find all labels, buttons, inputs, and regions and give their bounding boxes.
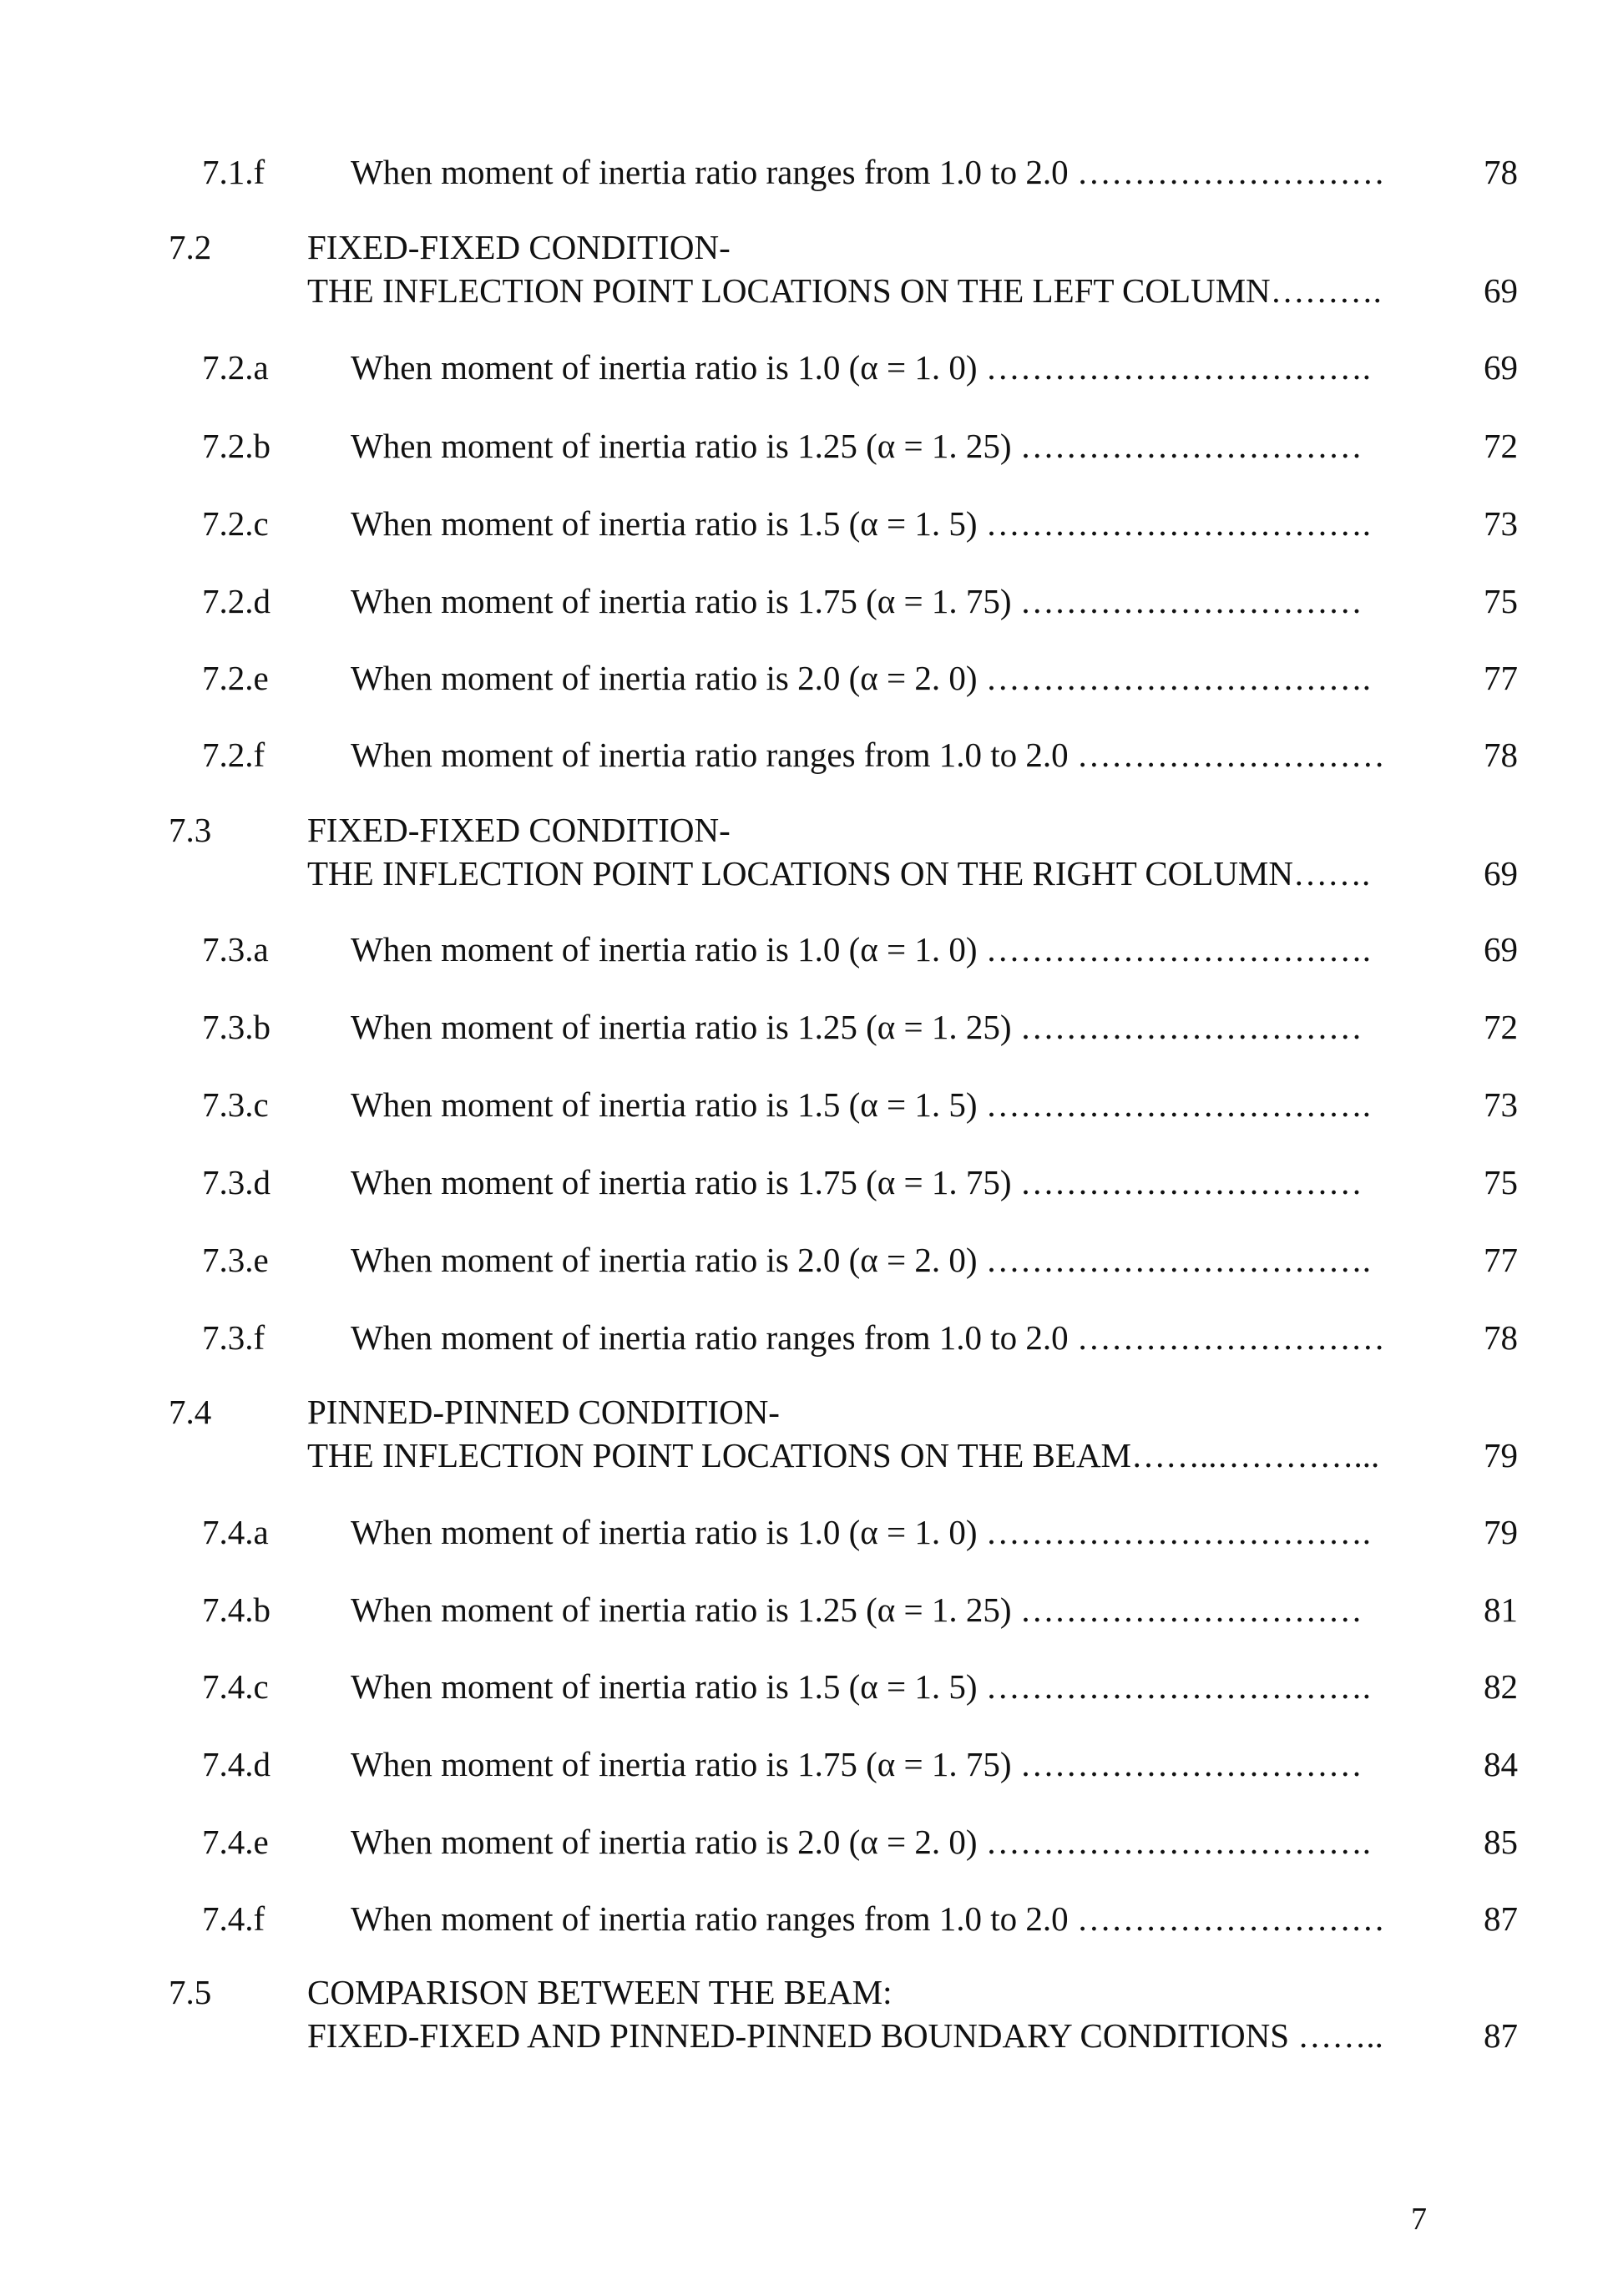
entry-title: When moment of inertia ratio is 1.25 (α = 1. 25) ………………………… bbox=[351, 1591, 1363, 1629]
entry-page-number: 77 bbox=[1484, 1241, 1518, 1279]
entry-page-number: 84 bbox=[1484, 1745, 1518, 1783]
entry-number: 7.4.f bbox=[202, 1899, 265, 1938]
section-title-line2: FIXED-FIXED AND PINNED-PINNED BOUNDARY CONDITIONS …….. bbox=[307, 2016, 1383, 2055]
entry-page-number: 78 bbox=[1484, 1318, 1518, 1357]
entry-title: When moment of inertia ratio is 1.5 (α = 1. 5) ……………………………. bbox=[351, 504, 1372, 543]
section-number: 7.4 bbox=[169, 1393, 212, 1431]
entry-title: When moment of inertia ratio is 2.0 (α = 2. 0) ……………………………. bbox=[351, 1823, 1372, 1861]
entry-title: When moment of inertia ratio ranges from 1.0 to 2.0 ……………………… bbox=[351, 1899, 1385, 1938]
entry-page-number: 75 bbox=[1484, 1163, 1518, 1201]
section-number: 7.5 bbox=[169, 1973, 212, 2011]
entry-title: When moment of inertia ratio is 1.0 (α = 1. 0) ……………………………. bbox=[351, 1513, 1372, 1551]
entry-title: When moment of inertia ratio is 1.75 (α = 1. 75) ………………………… bbox=[351, 582, 1363, 620]
entry-page-number: 69 bbox=[1484, 271, 1518, 310]
entry-number: 7.2.d bbox=[202, 582, 271, 620]
entry-page-number: 69 bbox=[1484, 930, 1518, 968]
entry-number: 7.4.b bbox=[202, 1591, 271, 1629]
entry-title: When moment of inertia ratio ranges from 1.0 to 2.0 ……………………… bbox=[351, 153, 1385, 191]
page-footer-number: 7 bbox=[1411, 2202, 1427, 2237]
entry-page-number: 81 bbox=[1484, 1591, 1518, 1629]
entry-page-number: 87 bbox=[1484, 2016, 1518, 2055]
entry-title: When moment of inertia ratio is 1.0 (α = 1. 0) ……………………………. bbox=[351, 930, 1372, 968]
entry-page-number: 78 bbox=[1484, 153, 1518, 191]
entry-title: When moment of inertia ratio is 1.75 (α = 1. 75) ………………………… bbox=[351, 1745, 1363, 1783]
entry-page-number: 69 bbox=[1484, 348, 1518, 387]
entry-title: When moment of inertia ratio is 1.5 (α = 1. 5) ……………………………. bbox=[351, 1085, 1372, 1124]
entry-number: 7.2.b bbox=[202, 427, 271, 465]
entry-number: 7.3.e bbox=[202, 1241, 269, 1279]
entry-title: When moment of inertia ratio is 1.75 (α = 1. 75) ………………………… bbox=[351, 1163, 1363, 1201]
entry-number: 7.3.f bbox=[202, 1318, 265, 1357]
section-title-line1: FIXED-FIXED CONDITION- bbox=[307, 228, 731, 266]
entry-page-number: 79 bbox=[1484, 1513, 1518, 1551]
entry-page-number: 79 bbox=[1484, 1436, 1518, 1474]
entry-number: 7.3.a bbox=[202, 930, 269, 968]
entry-number: 7.2.e bbox=[202, 659, 269, 697]
entry-page-number: 72 bbox=[1484, 1008, 1518, 1046]
entry-number: 7.4.a bbox=[202, 1513, 269, 1551]
section-title-line1: PINNED-PINNED CONDITION- bbox=[307, 1393, 780, 1431]
entry-page-number: 72 bbox=[1484, 427, 1518, 465]
entry-number: 7.2.f bbox=[202, 736, 265, 774]
entry-page-number: 78 bbox=[1484, 736, 1518, 774]
entry-number: 7.4.e bbox=[202, 1823, 269, 1861]
entry-number: 7.2.a bbox=[202, 348, 269, 387]
entry-number: 7.3.d bbox=[202, 1163, 271, 1201]
entry-page-number: 73 bbox=[1484, 1085, 1518, 1124]
entry-number: 7.3.c bbox=[202, 1085, 269, 1124]
entry-title: When moment of inertia ratio is 1.0 (α = 1. 0) ……………………………. bbox=[351, 348, 1372, 387]
section-title-line2: THE INFLECTION POINT LOCATIONS ON THE LEFT COLUMN………. bbox=[307, 271, 1382, 310]
entry-title: When moment of inertia ratio ranges from 1.0 to 2.0 ……………………… bbox=[351, 1318, 1385, 1357]
section-number: 7.3 bbox=[169, 811, 212, 849]
entry-title: When moment of inertia ratio ranges from 1.0 to 2.0 ……………………… bbox=[351, 736, 1385, 774]
entry-title: When moment of inertia ratio is 2.0 (α = 2. 0) ……………………………. bbox=[351, 1241, 1372, 1279]
section-title-line2: THE INFLECTION POINT LOCATIONS ON THE BEAM……..…………... bbox=[307, 1436, 1380, 1474]
section-title-line1: COMPARISON BETWEEN THE BEAM: bbox=[307, 1973, 893, 2011]
entry-page-number: 73 bbox=[1484, 504, 1518, 543]
entry-number: 7.4.d bbox=[202, 1745, 271, 1783]
entry-title: When moment of inertia ratio is 1.25 (α = 1. 25) ………………………… bbox=[351, 1008, 1363, 1046]
entry-page-number: 85 bbox=[1484, 1823, 1518, 1861]
entry-number: 7.4.c bbox=[202, 1667, 269, 1706]
section-title-line2: THE INFLECTION POINT LOCATIONS ON THE RIGHT COLUMN……. bbox=[307, 854, 1371, 893]
entry-number: 7.3.b bbox=[202, 1008, 271, 1046]
entry-title: When moment of inertia ratio is 1.25 (α = 1. 25) ………………………… bbox=[351, 427, 1363, 465]
entry-page-number: 77 bbox=[1484, 659, 1518, 697]
entry-title: When moment of inertia ratio is 2.0 (α = 2. 0) ……………………………. bbox=[351, 659, 1372, 697]
entry-page-number: 87 bbox=[1484, 1899, 1518, 1938]
entry-number: 7.2.c bbox=[202, 504, 269, 543]
entry-title: When moment of inertia ratio is 1.5 (α = 1. 5) ……………………………. bbox=[351, 1667, 1372, 1706]
entry-page-number: 82 bbox=[1484, 1667, 1518, 1706]
entry-number: 7.1.f bbox=[202, 153, 265, 191]
entry-page-number: 75 bbox=[1484, 582, 1518, 620]
section-number: 7.2 bbox=[169, 228, 212, 266]
section-title-line1: FIXED-FIXED CONDITION- bbox=[307, 811, 731, 849]
entry-page-number: 69 bbox=[1484, 854, 1518, 893]
